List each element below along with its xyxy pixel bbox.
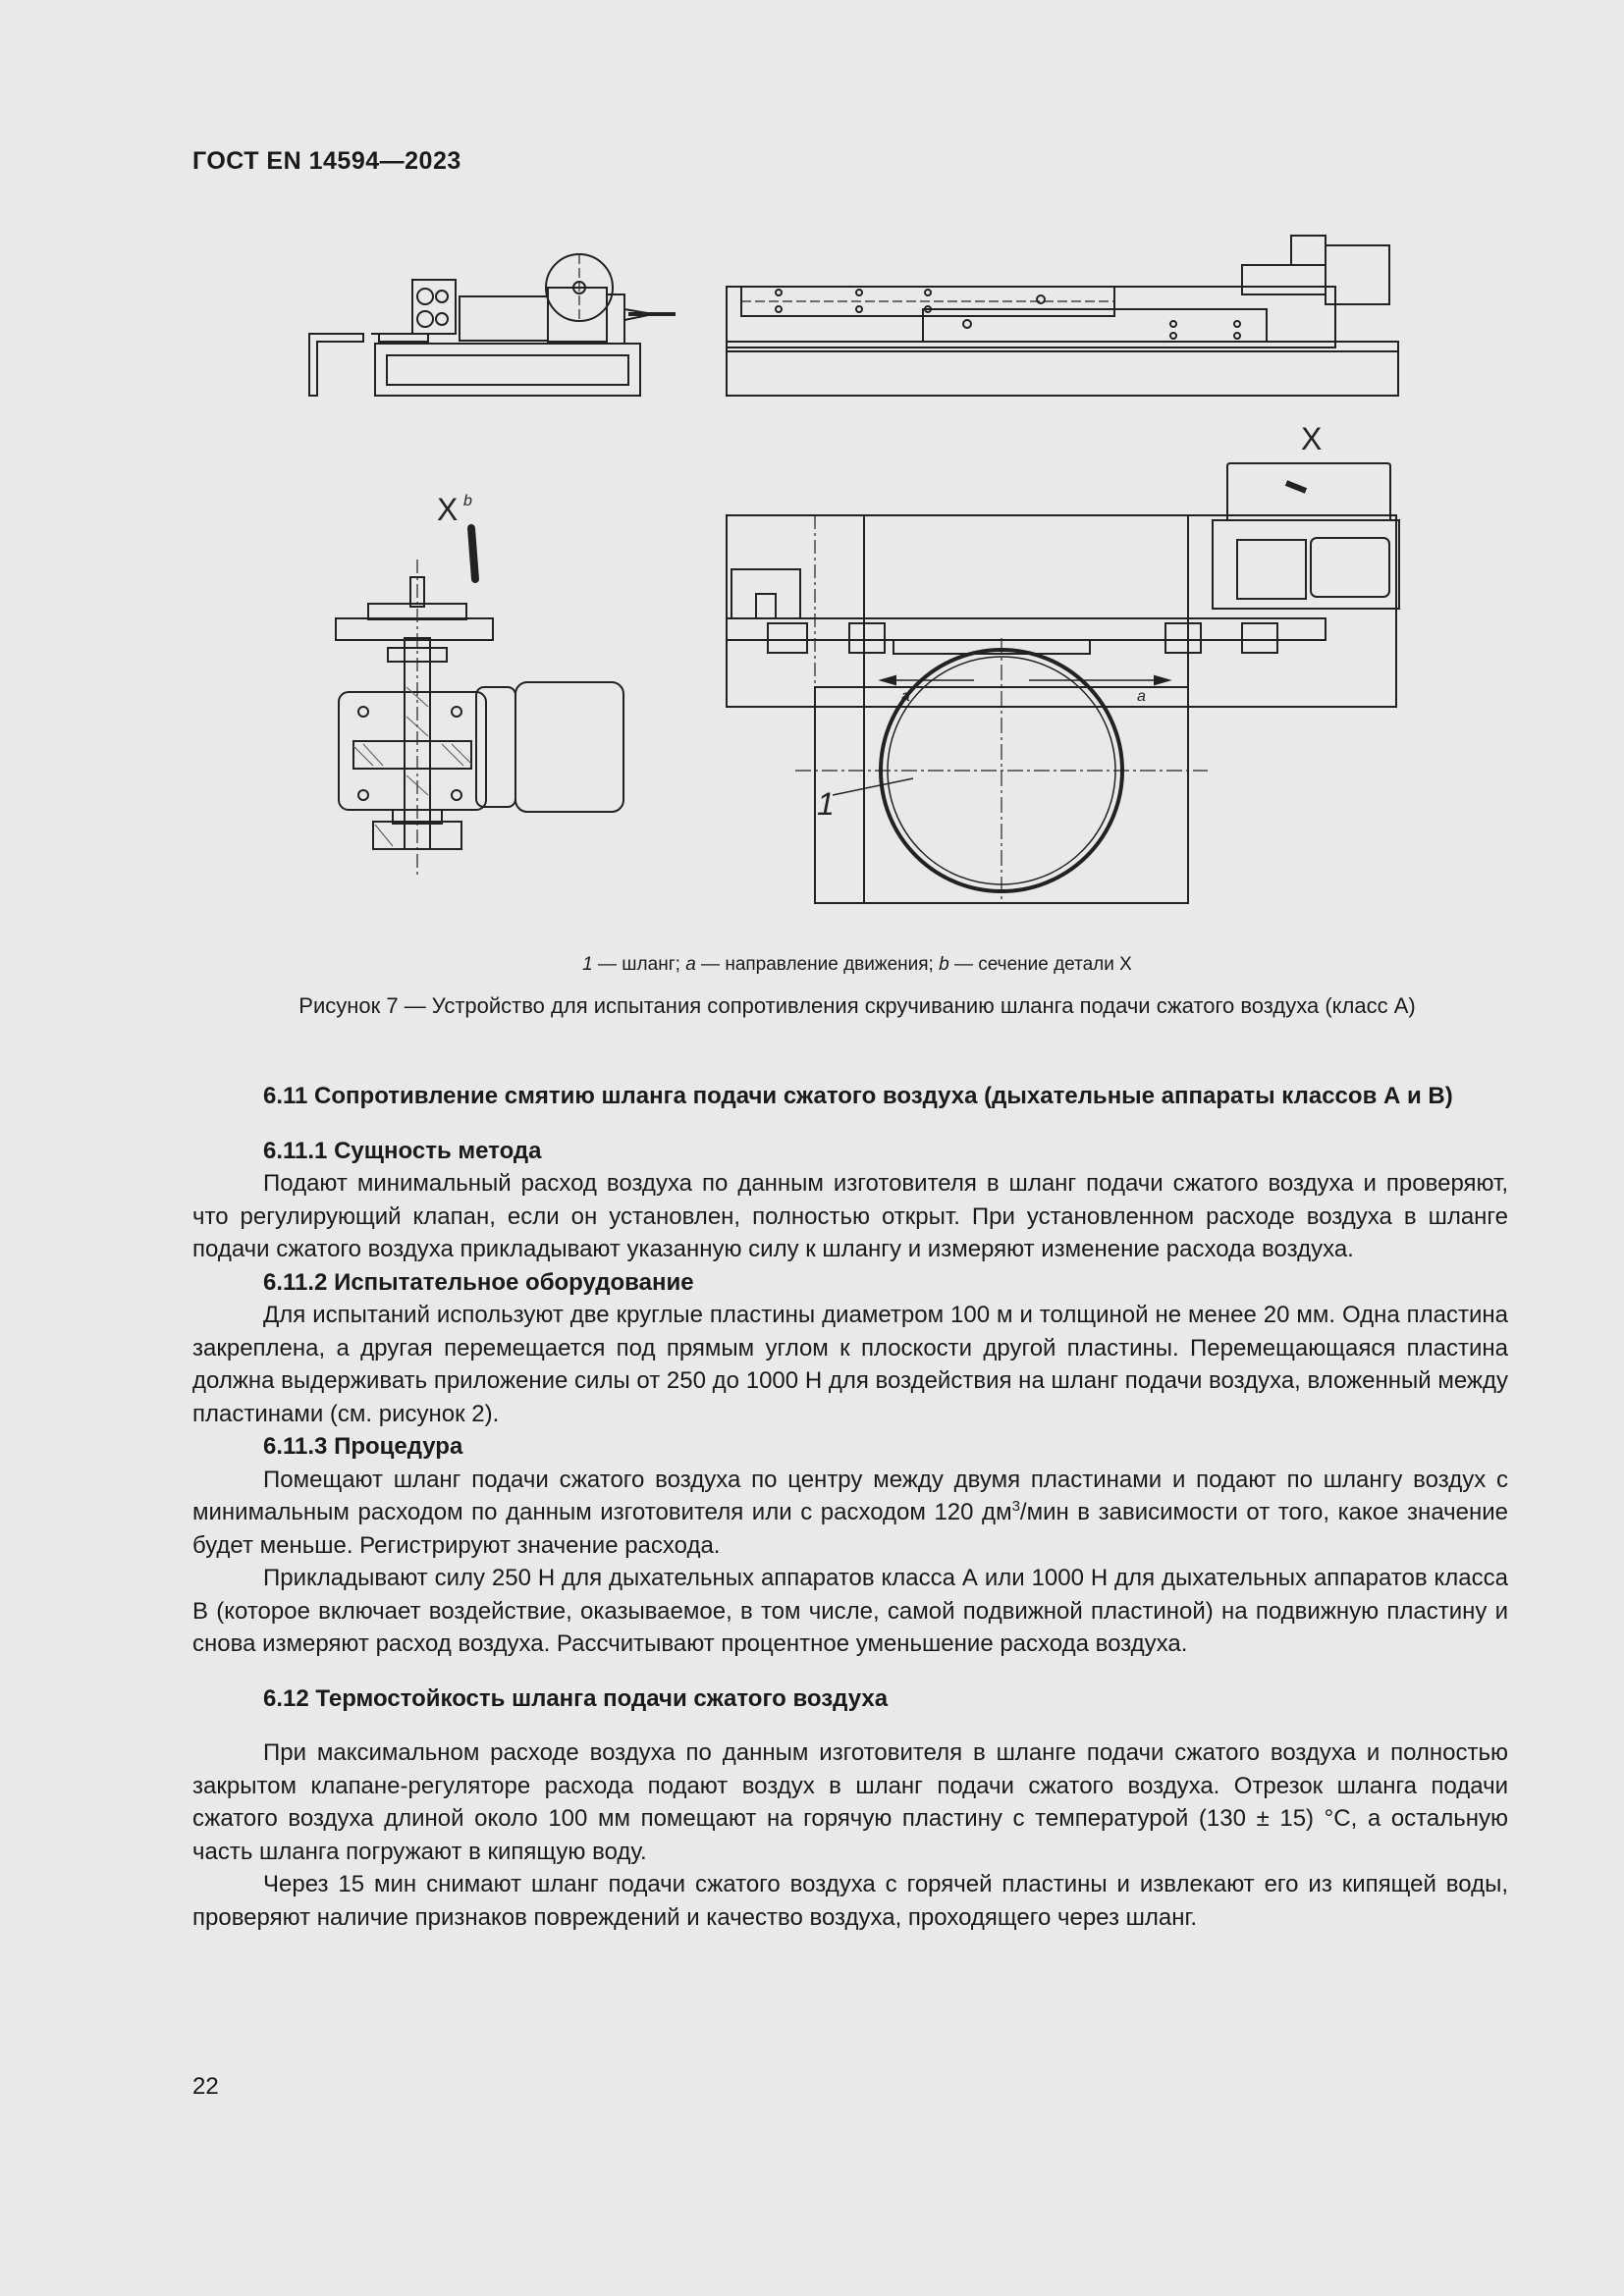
detail-x-plan [727,421,1399,903]
front-view-right [727,236,1398,396]
figure-legend [45,954,1624,976]
label-x: X [1301,421,1323,456]
heading-6-12: 6.12 Термостойкость шланга подачи сжатого воздуха [263,1684,889,1712]
side-view-left [309,254,676,396]
heading-6-11-2: 6.11.2 Испытательное оборудование [263,1268,694,1296]
document-body [192,1080,1508,1934]
page-number: 22 [192,2073,219,2100]
paragraph-6-11-3-a-part2: /мин в зависимости от того, какое значение будет меньше. Регистрируют значение расхода. [192,1499,1508,1559]
paragraph-6-11-2: Для испытаний используют две круглые пластины диаметром 100 м и толщиной не менее 20 мм. Одна пластина закреплена, а другая перемещается под прямым углом к плоскости другой пластины. Перемещающаяся пластина должна выдерживать приложение силы от 250 до 1000 Н для воздействия на шланг подачи воздуха, вложенный между пластинами (см. рисунок 2). [192,1302,1508,1427]
document-header: ГОСТ EN 14594—2023 [192,147,461,175]
legend-key-a: a [685,954,696,975]
detail-x-section [336,492,623,879]
legend-key-b: b [939,954,949,975]
label-xb-sup: b [463,493,472,509]
paragraph-6-11-3-a [192,1464,1508,1563]
legend-key-1: 1 [582,954,593,975]
label-xb: X [437,492,459,527]
heading-6-11: 6.11 Сопротивление смятию шланга подачи сжатого воздуха (дыхательные аппараты классов А и В) [263,1083,1453,1109]
legend-text-b: — сечение детали X [948,954,1132,975]
paragraph-6-11-1: Подают минимальный расход воздуха по данным изготовителя в шланг подачи сжатого воздуха и проверяют, что регулирующий клапан, если он установлен, полностью открыт. При установленном расходе воздуха в шланге подачи сжатого воздуха прикладывают указанную силу к шлангу и измеряют изменение расхода воздуха. [192,1170,1508,1262]
label-a-right: a [1137,688,1146,705]
figure-caption: Рисунок 7 — Устройство для испытания сопротивления скручиванию шланга подачи сжатого воздуха (класс А) [298,993,1416,1018]
label-1: 1 [817,786,835,822]
heading-6-11-1: 6.11.1 Сущность метода [263,1137,542,1164]
figure-7-drawing [295,226,1414,913]
paragraph-6-11-3-b: Прикладывают силу 250 Н для дыхательных аппаратов класса А или 1000 Н для дыхательных аппаратов класса В (которое включает воздействие, оказываемое, в том числе, самой подвижной пластиной) на подвижную пластину и снова измеряют расход воздуха. Рассчитывают процентное уменьшение расхода воздуха. [192,1565,1508,1657]
superscript-3: 3 [1011,1498,1020,1515]
heading-6-11-3: 6.11.3 Процедура [263,1433,463,1460]
paragraph-6-12-a: При максимальном расходе воздуха по данным изготовителя в шланге подачи сжатого воздуха и полностью закрытом клапане-регуляторе расхода подают воздух в шланг подачи сжатого воздуха. Отрезок шланга подачи сжатого воздуха длиной около 100 мм помещают на горячую пластину с температурой (130 ± 15) °С, а остальную часть шланга погружают в кипящую воду. [192,1739,1508,1865]
legend-text-1: — шланг; [592,954,686,975]
paragraph-6-11-3-a-part1: Помещают шланг подачи сжатого воздуха по центру между двумя пластинами и подают по шлангу воздух с минимальным расходом по данным изготовителя или с расходом 120 дм [192,1466,1508,1525]
legend-text-a: — направление движения; [695,954,940,975]
label-a-left: a [901,688,910,705]
paragraph-6-12-b: Через 15 мин снимают шланг подачи сжатого воздуха с горячей пластины и извлекают его из кипящей воды, проверяют наличие признаков повреждений и качество воздуха, проходящего через шланг. [192,1871,1508,1931]
